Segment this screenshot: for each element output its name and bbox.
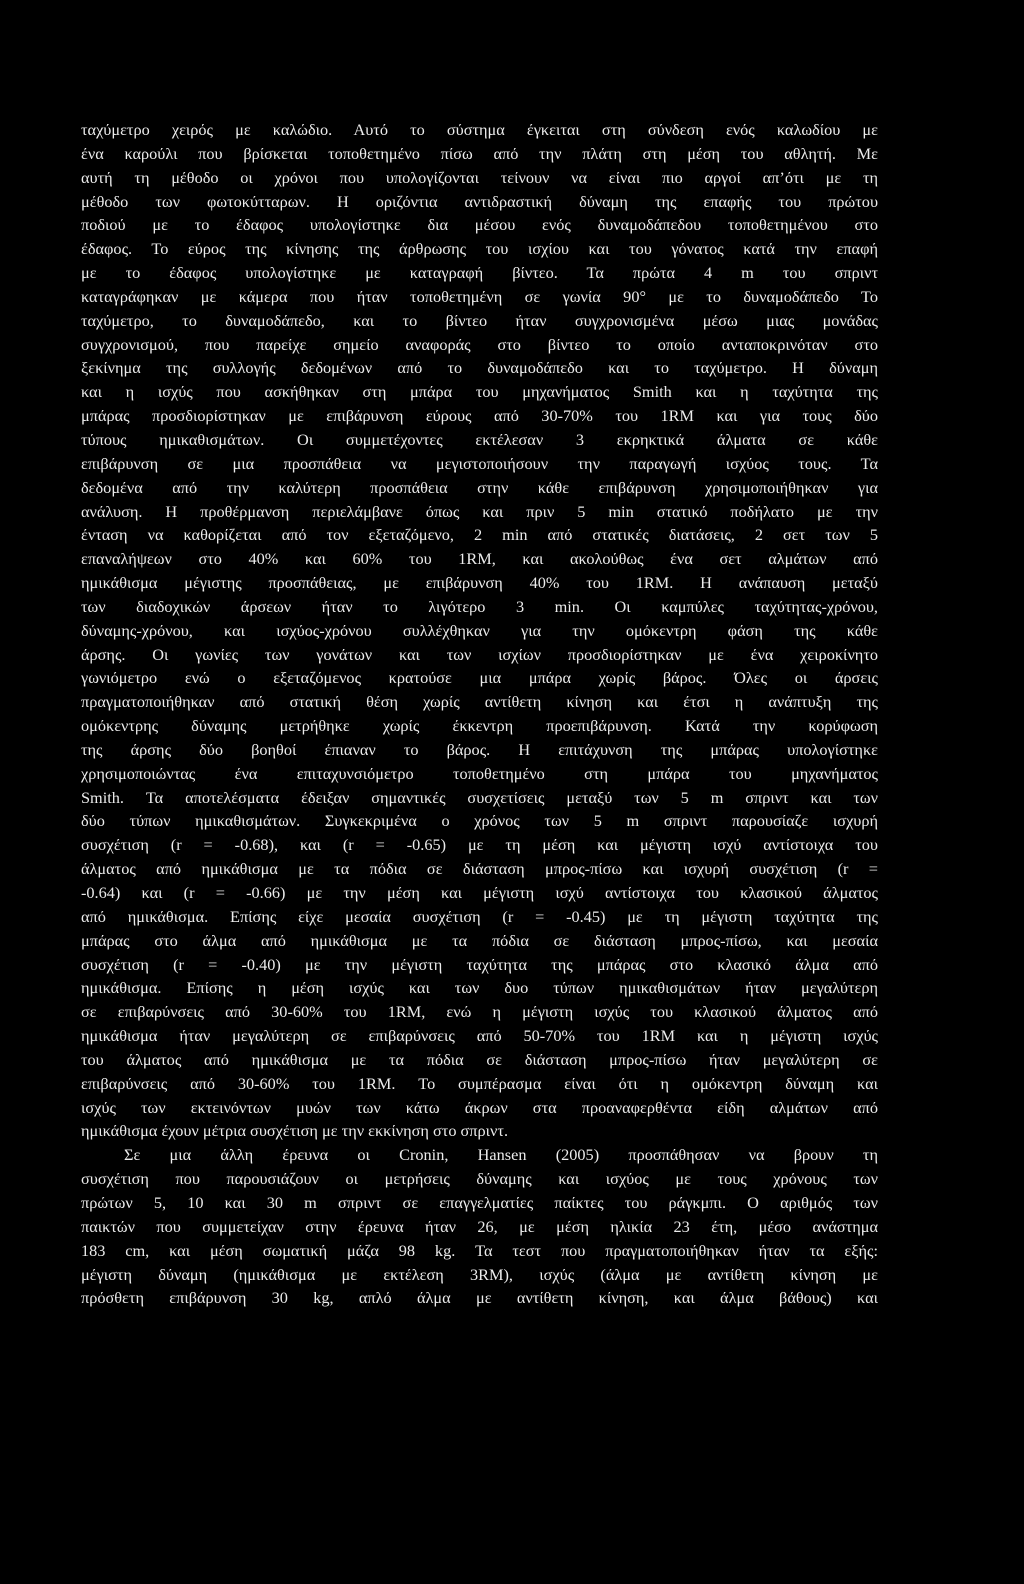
text-line: του άλματος από ημικάθισμα με τα πόδια σε διάσταση μπρος-πίσω ήταν μεγαλύτερη σε [81,1049,878,1069]
text-line: από ημικάθισμα. Επίσης είχε μεσαία συσχέτιση (r = -0.45) με τη μέγιστη ταχύτητα της [81,906,878,926]
text-line: συσχέτιση (r = -0.68), και (r = -0.65) με τη μέση και μέγιστη ισχύ αντίστοιχα του [81,835,878,855]
text-line: ομόκεντρης δύναμης μετρήθηκε χωρίς έκκεντρη προεπιβάρυνση. Κατά την κορύφωση [81,716,878,736]
text-line: και η ισχύς που ασκήθηκαν στη μπάρα του μηχανήματος Smith και η ταχύτητα της [81,382,878,402]
text-line: σε επιβαρύνσεις από 30-60% του 1RM, ενώ η μέγιστη ισχύς του κλασικού άλματος από [81,1002,878,1022]
text-line: των διαδοχικών άρσεων ήταν το λιγότερο 3 min. Οι καμπύλες ταχύτητας-χρόνου, [81,596,878,616]
text-line: μπάρας προσδιορίστηκαν με επιβάρυνση εύρους από 30-70% του 1RM και για τους δύο [81,406,878,426]
text-line: αυτή τη μέθοδο οι χρόνοι που υπολογίζονται τείνουν να είναι πιο αργοί απ’ότι με τη [81,167,878,187]
text-line: μέγιστη δύναμη (ημικάθισμα με εκτέλεση 3RM), ισχύς (άλμα με αντίθετη κίνηση με [81,1264,878,1284]
text-line: επαναλήψεων στο 40% και 60% του 1RM, και ακολούθως ένα σετ αλμάτων από [81,549,878,569]
text-line: έδαφος. Το εύρος της κίνησης της άρθρωσης του ισχίου και του γόνατος κατά την επαφή [81,239,878,259]
text-line: τύπους ημικαθισμάτων. Οι συμμετέχοντες εκτέλεσαν 3 εκρηκτικά άλματα σε κάθε [81,429,878,449]
text-line: χρησιμοποιώντας ένα επιταχυνσιόμετρο τοποθετημένο στη μπάρα του μηχανήματος [81,763,878,783]
text-line: συγχρονισμού, που παρείχε σημείο αναφοράς στο βίντεο το οποίο ανταποκρινόταν στο [81,334,878,354]
text-line: ένα καρούλι που βρίσκεται τοποθετημένο πίσω από την πλάτη στη μέση του αθλητή. Με [81,143,878,163]
text-line: ξεκίνημα της συλλογής δεδομένων από το δυναμοδάπεδο και το ταχύμετρο. Η δύναμη [81,358,878,378]
text-line: συσχέτιση που παρουσιάζουν οι μετρήσεις δύναμης και ισχύος με τους χρόνους των [81,1169,878,1189]
text-line: με το έδαφος υπολογίστηκε με καταγραφή βίντεο. Τα πρώτα 4 m του σπριντ [81,263,878,283]
text-line: επιβαρύνσεις από 30-60% του 1RM. Το συμπέρασμα είναι ότι η ομόκεντρη δύναμη και [81,1073,878,1093]
text-line: Smith. Τα αποτελέσματα έδειξαν σημαντικές συσχετίσεις μεταξύ των 5 m σπριντ και των [81,787,878,807]
text-line: ταχύμετρο χειρός με καλώδιο. Αυτό το σύστημα έγκειται στη σύνδεση ενός καλωδίου με [81,120,878,139]
text-line: ισχύς των εκτεινόντων μυών των κάτω άκρων στα προαναφερθέντα είδη αλμάτων από [81,1097,878,1117]
text-line: της άρσης δύο βοηθοί έπιαναν το βάρος. Η επιτάχυνση της μπάρας υπολογίστηκε [81,739,878,759]
text-line: πραγματοποιήθηκαν από στατική θέση χωρίς αντίθετη κίνηση και έτσι η ανάπτυξη της [81,692,878,712]
text-line: ταχύμετρο, το δυναμοδάπεδο, και το βίντεο ήταν συγχρονισμένα μέσω μιας μονάδας [81,310,878,330]
text-line: παικτών που συμμετείχαν στην έρευνα ήταν 26, με μέση ηλικία 23 έτη, μέσο ανάστημα [81,1216,878,1236]
text-line: επιβάρυνση σε μια προσπάθεια να μεγιστοποιήσουν την παραγωγή ισχύος τους. Τα [81,453,878,473]
text-line: Σε μια άλλη έρευνα οι Cronin, Hansen (2005) προσπάθησαν να βρουν τη [124,1145,878,1165]
body-text [81,118,878,1310]
text-line: καταγράφηκαν με κάμερα που ήταν τοποθετημένη σε γωνία 90° με το δυναμοδάπεδο Το [81,286,878,306]
text-line: μπάρας στο άλμα από ημικάθισμα με τα πόδια σε διάσταση μπρος-πίσω, και μεσαία [81,930,878,950]
text-line: ημικάθισμα έχουν μέτρια συσχέτιση με την εκκίνηση στο σπριντ. [81,1121,509,1141]
text-line: πρόσθετη επιβάρυνση 30 kg, απλό άλμα με αντίθετη κίνηση, και άλμα βάθους) και [81,1288,878,1308]
text-line: συσχέτιση (r = -0.40) με την μέγιστη ταχύτητα της μπάρας στο κλασικό άλμα από [81,954,878,974]
text-line: -0.64) και (r = -0.66) με την μέση και μέγιστη ισχύ αντίστοιχα του κλασικού άλματος [81,883,878,902]
text-line: ανάλυση. Η προθέρμανση περιελάμβανε όπως και πριν 5 min στατικό ποδήλατο με την [81,501,878,521]
text-line: ημικάθισμα ήταν μεγαλύτερη σε επιβαρύνσεις από 50-70% του 1RM και η μέγιστη ισχύς [81,1026,878,1046]
text-line: δύναμης-χρόνου, και ισχύος-χρόνου συλλέχθηκαν για την ομόκεντρη φάση της κάθε [81,620,878,640]
text-line: ποδιού με το έδαφος υπολογίστηκε δια μέσου ενός δυναμοδάπεδου τοποθετημένου στο [81,215,878,235]
text-line: ημικάθισμα. Επίσης η μέση ισχύς και των δυο τύπων ημικαθισμάτων ήταν μεγαλύτερη [81,978,878,998]
text-line: πρώτων 5, 10 και 30 m σπριντ σε επαγγελματίες παίκτες του ράγκμπι. Ο αριθμός των [81,1192,878,1212]
text-line: γωνιόμετρο ενώ ο εξεταζόμενος κρατούσε μια μπάρα χωρίς βάρος. Όλες οι άρσεις [81,668,878,688]
text-line: δύο τύπων ημικαθισμάτων. Συγκεκριμένα ο χρόνος των 5 m σπριντ παρουσίαζε ισχυρή [81,811,878,831]
text-line: δεδομένα από την καλύτερη προσπάθεια στην κάθε επιβάρυνση χρησιμοποιήθηκαν για [81,477,878,497]
text-line: 183 cm, και μέση σωματική μάζα 98 kg. Τα τεστ που πραγματοποιήθηκαν ήταν τα εξής: [81,1240,878,1260]
text-line: ημικάθισμα μέγιστης προσπάθειας, με επιβάρυνση 40% του 1RM. Η ανάπαυση μεταξύ [81,573,878,593]
text-line: ένταση να καθορίζεται από τον εξεταζόμενο, 2 min από στατικές διατάσεις, 2 σετ των 5 [81,525,878,545]
text-line: μέθοδο των φωτοκύτταρων. Η οριζόντια αντιδραστική δύναμη της επαφής του πρώτου [81,191,878,211]
text-line: άλματος από ημικάθισμα με τα πόδια σε διάσταση μπρος-πίσω και ισχυρή συσχέτιση (r = [81,859,878,879]
text-line: άρσης. Οι γωνίες των γονάτων και των ισχίων προσδιορίστηκαν με ένα χειροκίνητο [81,644,878,664]
